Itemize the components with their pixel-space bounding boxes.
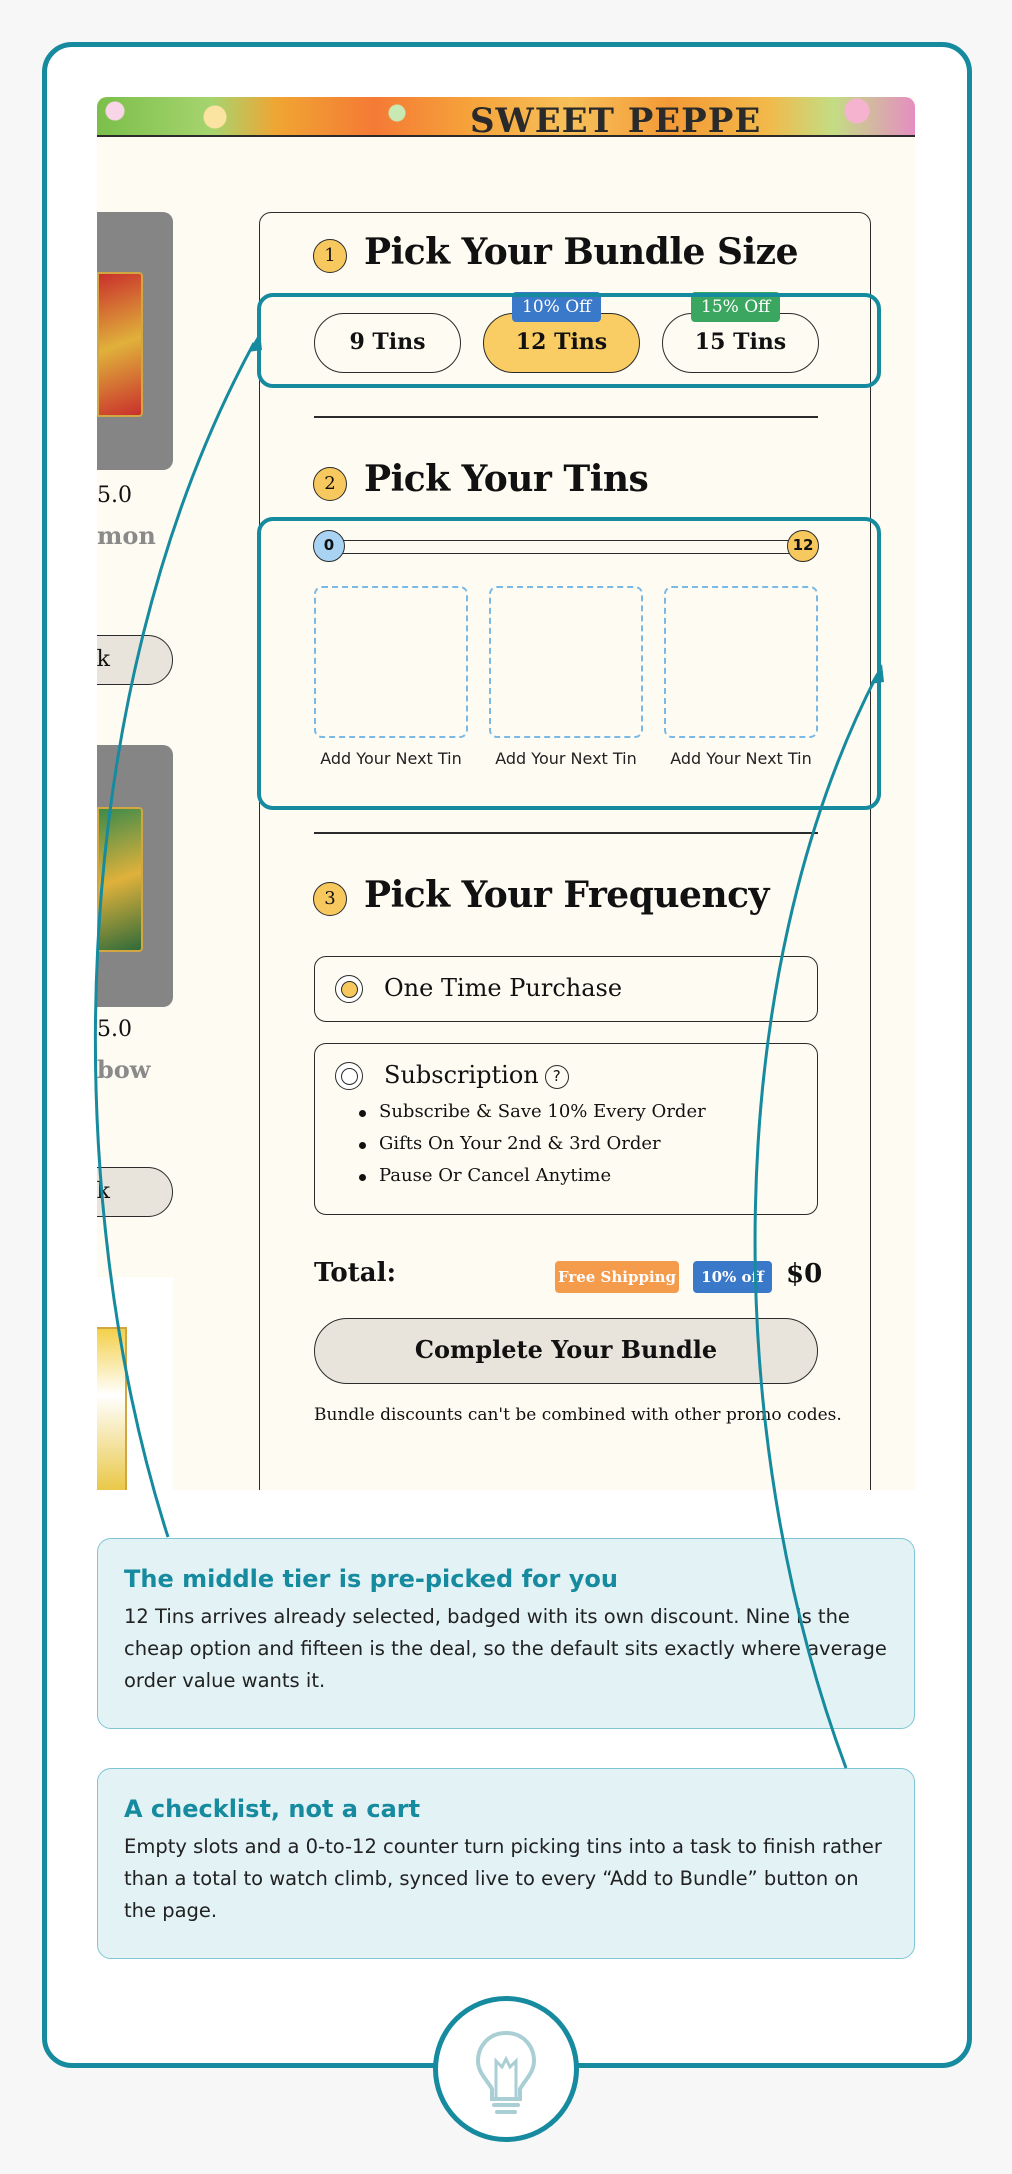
step-number: 1: [313, 239, 347, 273]
discount-badge: 10% Off: [512, 292, 601, 322]
radio-selected-icon[interactable]: [335, 975, 363, 1003]
one-time-purchase-option[interactable]: [314, 956, 818, 1022]
one-time-label: One Time Purchase: [384, 974, 623, 1002]
add-to-bundle-button[interactable]: k: [97, 635, 173, 685]
size-option-12[interactable]: 12 Tins: [483, 313, 640, 373]
help-icon[interactable]: ?: [545, 1065, 569, 1089]
subscription-perk: Pause Or Cancel Anytime: [379, 1165, 612, 1186]
progress-max: 12: [787, 530, 819, 562]
product-image[interactable]: [97, 745, 173, 1007]
tin-image: [97, 807, 143, 952]
slot-label: Add Your Next Tin: [670, 749, 812, 768]
promo-disclaimer: Bundle discounts can't be combined with other promo codes.: [314, 1405, 842, 1425]
step-title: Pick Your Tins: [364, 458, 649, 500]
slot-label: Add Your Next Tin: [495, 749, 637, 768]
size-option-9[interactable]: 9 Tins: [314, 313, 461, 373]
bundle-builder-panel: [259, 212, 871, 1512]
product-image[interactable]: [97, 1277, 173, 1490]
slot-label: Add Your Next Tin: [320, 749, 462, 768]
banner-text: SWEET PEPPE: [470, 101, 762, 141]
subscription-label: Subscription: [384, 1061, 539, 1089]
free-shipping-badge: Free Shipping: [555, 1261, 679, 1293]
step-title: Pick Your Frequency: [364, 874, 769, 916]
screenshot-bottom-mask: [97, 1490, 915, 1540]
radio-unselected-icon[interactable]: [335, 1062, 363, 1090]
step-title: Pick Your Bundle Size: [364, 231, 798, 273]
total-label: Total:: [314, 1258, 397, 1288]
callout-middle-tier: [97, 1538, 915, 1729]
complete-bundle-button[interactable]: Complete Your Bundle: [314, 1318, 818, 1384]
product-name[interactable]: bow: [97, 1055, 151, 1084]
product-price: 5.0: [97, 1017, 132, 1042]
subscription-option[interactable]: [314, 1043, 818, 1215]
tin-image: [97, 272, 143, 417]
callout-title: A checklist, not a cart: [124, 1795, 421, 1823]
tin-image: [97, 1327, 127, 1490]
product-image[interactable]: [97, 212, 173, 470]
step-number: 2: [313, 467, 347, 501]
callout-body: 12 Tins arrives already selected, badged with its own discount. Nine is the cheap option and fifteen is the deal, so the default sits exactly where average order value wants it.: [124, 1605, 887, 1692]
subscription-perk: Gifts On Your 2nd & 3rd Order: [379, 1133, 661, 1154]
lightbulb-icon: [438, 2001, 574, 2137]
step-number: 3: [313, 882, 347, 916]
lightbulb-badge: [433, 1996, 579, 2142]
callout-body: Empty slots and a 0-to-12 counter turn picking tins into a task to finish rather than a total to watch climb, synced live to every “Add to Bundle” button on the page.: [124, 1835, 882, 1922]
discount-pill: 10% off: [693, 1261, 772, 1293]
callout-checklist: [97, 1768, 915, 1959]
product-price: 5.0: [97, 483, 132, 508]
size-option-15[interactable]: 15 Tins: [662, 313, 819, 373]
total-value: $0: [786, 1259, 823, 1289]
discount-badge: 15% Off: [691, 292, 780, 322]
section-divider: [314, 416, 818, 418]
progress-current: 0: [313, 530, 345, 562]
subscription-label-row: [384, 1061, 569, 1089]
section-divider: [314, 832, 818, 834]
add-to-bundle-button[interactable]: k: [97, 1167, 173, 1217]
tin-slots-highlight: [257, 517, 881, 810]
callout-title: The middle tier is pre-picked for you: [124, 1565, 618, 1593]
promo-banner: [97, 97, 915, 141]
subscription-perk: Subscribe & Save 10% Every Order: [379, 1101, 706, 1122]
size-selector-highlight: [257, 293, 881, 388]
product-name[interactable]: mon: [97, 521, 156, 550]
